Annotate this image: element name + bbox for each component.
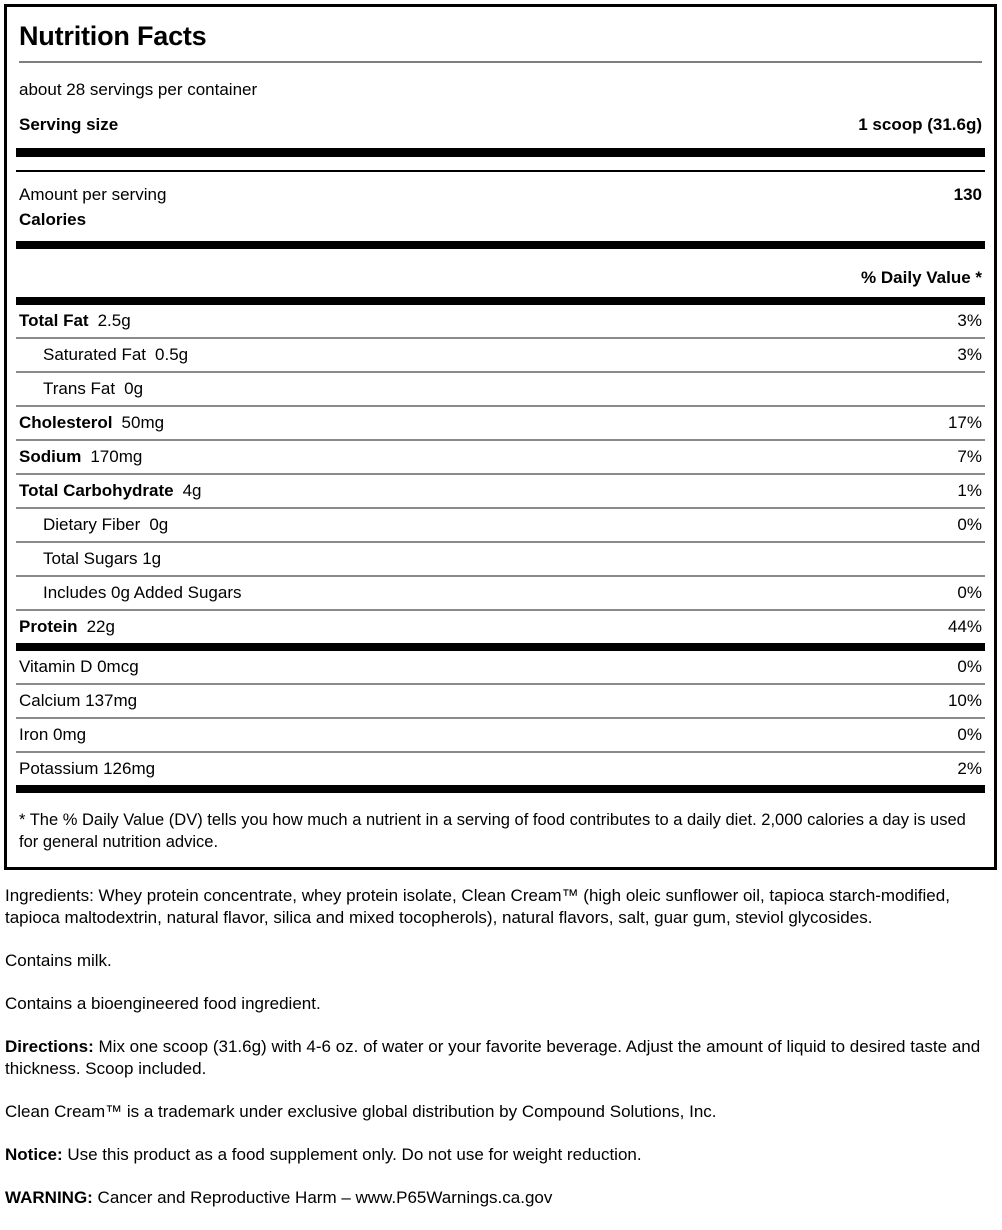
nutrient-row-total-sugars: Total Sugars 1g — [16, 543, 985, 577]
dv-value: 3% — [957, 311, 982, 330]
serving-size-value: 1 scoop (31.6g) — [858, 115, 982, 134]
nutrient-row-trans-fat: Trans Fat 0g — [16, 373, 985, 407]
section-bar — [16, 297, 985, 305]
nutrient-row-vitamin-d: Vitamin D 0mcg 0% — [16, 651, 985, 685]
nutrient-row-added-sugars: Includes 0g Added Sugars 0% — [16, 577, 985, 611]
dv-value: 2% — [957, 759, 982, 778]
calories-block — [16, 172, 985, 241]
dv-value: 7% — [957, 447, 982, 466]
nutrient-row-dietary-fiber: Dietary Fiber 0g 0% — [16, 509, 985, 543]
directions-paragraph: Directions: Mix one scoop (31.6g) with 4-6 oz. of water or your favorite beverage. Adjust the amount of liquid to desired taste and thickness. Scoop included. — [5, 1037, 981, 1078]
dv-value: 0% — [957, 583, 982, 602]
warning-label: WARNING: — [5, 1188, 93, 1207]
daily-value-footnote: * The % Daily Value (DV) tells you how much a nutrient in a serving of food contributes to a daily diet. 2,000 calories a day is used for general nutrition advice. — [19, 811, 966, 851]
dv-value: 0% — [957, 657, 982, 676]
section-bar — [16, 148, 985, 157]
servings-per-container: about 28 servings per container — [19, 80, 258, 99]
notice-paragraph: Notice: Use this product as a food supplement only. Do not use for weight reduction. — [5, 1145, 642, 1164]
serving-size-row — [16, 99, 985, 148]
nutrient-row-iron: Iron 0mg 0% — [16, 719, 985, 753]
calories-label: Calories — [19, 210, 87, 229]
dv-value: 10% — [947, 691, 982, 710]
nutrient-row-protein: Protein 22g 44% — [19, 617, 982, 636]
serving-size-label: Serving size — [19, 115, 119, 134]
ingredients-paragraph: Ingredients: Whey protein concentrate, whey protein isolate, Clean Cream™ (high oleic sunflower oil, tapioca starch-modified, tapioca maltodextrin, natural flavor, silica and mixed tocopherols), natural flavors, salt, guar gum, steviol glycosides. — [5, 886, 950, 927]
directions-label: Directions: — [5, 1037, 94, 1056]
dv-value: 44% — [947, 617, 982, 636]
dv-value: 0% — [957, 725, 982, 744]
nutrient-row-total-fat: Total Fat 2.5g 3% — [16, 305, 985, 339]
supplement-info — [0, 870, 995, 1209]
notice-label: Notice: — [5, 1145, 63, 1164]
bioengineered-statement: Contains a bioengineered food ingredient. — [5, 994, 321, 1013]
amount-per-serving-label: Amount per serving — [19, 185, 167, 204]
section-bar — [16, 643, 985, 651]
nutrient-row-potassium: Potassium 126mg 2% — [19, 759, 982, 778]
section-bar — [16, 785, 985, 793]
daily-value-header: % Daily Value * — [861, 268, 982, 287]
calories-value: 130 — [953, 185, 982, 204]
dv-value: 17% — [947, 413, 982, 432]
dv-value: 1% — [957, 481, 982, 500]
trademark-statement: Clean Cream™ is a trademark under exclusive global distribution by Compound Solutions, Inc. — [5, 1102, 717, 1121]
dv-value: 0% — [957, 515, 982, 534]
section-bar — [16, 241, 985, 249]
nutrition-facts-panel — [4, 4, 997, 870]
nutrient-row-total-carbohydrate: Total Carbohydrate 4g 1% — [16, 475, 985, 509]
nutrient-row-calcium: Calcium 137mg 10% — [16, 685, 985, 719]
dv-value: 3% — [957, 345, 982, 364]
nutrient-row-sodium: Sodium 170mg 7% — [16, 441, 985, 475]
nutrient-row-cholesterol: Cholesterol 50mg 17% — [16, 407, 985, 441]
nutrient-row-saturated-fat: Saturated Fat 0.5g 3% — [16, 339, 985, 373]
contains-milk-statement: Contains milk. — [5, 951, 112, 970]
panel-title: Nutrition Facts — [19, 21, 207, 51]
warning-paragraph: WARNING: Cancer and Reproductive Harm – www.P65Warnings.ca.gov — [5, 1188, 553, 1207]
